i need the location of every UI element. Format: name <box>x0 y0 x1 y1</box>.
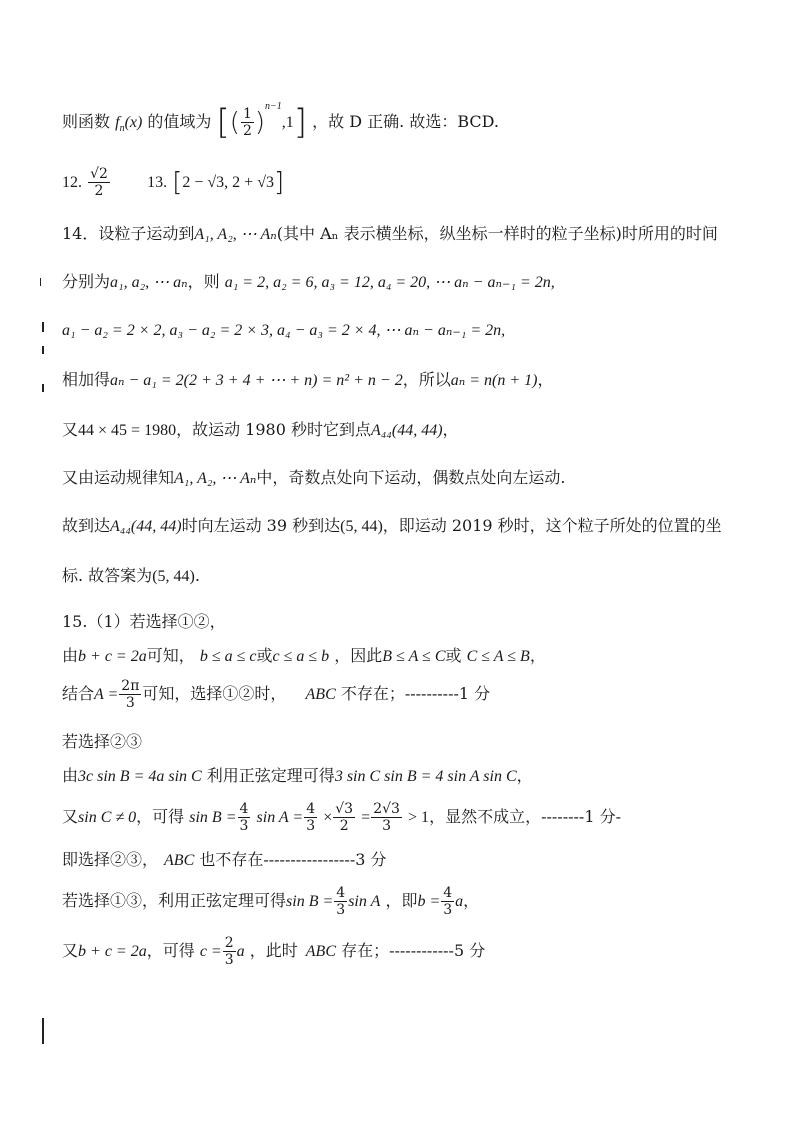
line-q14-differences: a₁ − a₂ = 2 × 2, a₃ − a₂ = 2 × 3, a₄ − a₃ = 2 × 4, ⋯ aₙ − aₙ₋₁ = 2n, <box>62 322 506 339</box>
line-q15-choice-23-result: 即选择②③， ABC 也不存在-----------------3 分 <box>62 850 387 869</box>
line-answers-12-13: 12. $\frac{√2}{2}$ 13. [2 − √3, 2 + √3] <box>62 166 285 199</box>
line-q14-arrive: 故到达A₄₄(44, 44)时向左运动 39 秒到达(5, 44)，即运动 2019 秒时，这个粒子所处的位置的坐 <box>62 516 722 535</box>
line-q15-choice-23-heading: 若选择②③ <box>62 732 143 751</box>
scan-mark <box>42 322 44 332</box>
line-q15-sinB-contradiction: 又sin C ≠ 0，可得 sin B = $\frac{4}{3}$ sin A = $\frac{4}{3}$ × $\frac{√3}{2}$ = $\frac{2√3}{3}$ > 1，显然不成立，--------1 分- <box>62 801 621 834</box>
line-q14-sum: 相加得aₙ − a₁ = 2(2 + 3 + 4 + ⋯ + n) = n² + n − 2，所以aₙ = n(n + 1)， <box>62 370 554 389</box>
line-q14-times: 分别为a₁, a₂, ⋯ aₙ，则 a₁ = 2, a₂ = 6, a₃ = 12, a₄ = 20, ⋯ aₙ − aₙ₋₁ = 2n, <box>62 272 555 291</box>
line-q15-choice-12: 结合A = $\frac{2\pi}{3}$ 可知，选择①②时， ABC 不存在；----------1 分 <box>62 678 491 711</box>
scan-mark <box>42 384 44 392</box>
line-q15-heading: 15.（1）若选择①②， <box>62 612 226 631</box>
line-q14-rule: 又由运动规律知A₁, A₂, ⋯ Aₙ中，奇数点处向下运动，偶数点处向左运动. <box>62 468 566 487</box>
scan-mark <box>42 1018 44 1044</box>
line-q15-inequalities: 由b + c = 2a可知， b ≤ a ≤ c或c ≤ a ≤ b ，因此B ≤ A ≤ C或 C ≤ A ≤ B， <box>62 646 546 665</box>
line-q14-answer: 标. 故答案为(5, 44). <box>62 566 200 585</box>
scan-mark <box>40 278 41 286</box>
line-q15-choice-13-result: 又b + c = 2a，可得 c = $\frac{2}{3}$ a ，此时 ABC 存在；------------5 分 <box>62 935 486 968</box>
scan-mark <box>42 346 44 354</box>
line-q14-intro: 14．设粒子运动到A₁, A₂, ⋯ Aₙ(其中 Aₙ 表示横坐标，纵坐标一样时的粒子坐标)时所用的时间 <box>62 224 718 243</box>
line-q15-sine-law: 由3c sin B = 4a sin C 利用正弦定理可得3 sin C sin B = 4 sin A sin C， <box>62 766 533 785</box>
line-q14-1980: 又44 × 45 = 1980，故运动 1980 秒时它到点A₄₄(44, 44)， <box>62 420 459 439</box>
line-q15-choice-13: 若选择①③，利用正弦定理可得sin B = $\frac{4}{3}$ sin A ，即b = $\frac{4}{3}$ a， <box>62 885 480 918</box>
line-range-of-function: 则函数 $f_n(x)$ 的值域为 [( $\frac{1}{2}$ )$^{n-1}$,1] ，故 D 正确. 故选：BCD. <box>62 100 499 143</box>
